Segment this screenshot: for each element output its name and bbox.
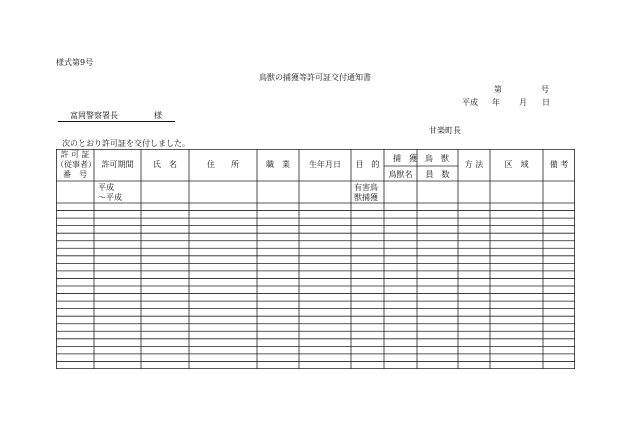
header-permit-no-line3: 番 号 (63, 170, 87, 179)
header-remarks: 備 考 (549, 160, 569, 169)
issue-number-suffix: 号 (541, 85, 549, 94)
purpose-line1: 有害鳥 (354, 183, 378, 192)
issue-number-prefix: 第 (494, 85, 502, 94)
header-birthdate: 生年月日 (309, 160, 341, 169)
header-permit-no-line2: （従事者） (56, 160, 96, 169)
header-capture-group: 捕 獲 鳥 獣 (393, 154, 449, 163)
date-month: 月 (519, 98, 527, 107)
header-period: 許可期間 (101, 160, 134, 169)
issuer-name: 甘楽町長 (429, 126, 461, 135)
purpose-line2: 獣捕獲 (354, 193, 378, 202)
date-era: 平成 (462, 98, 478, 107)
header-permit-no-line1: 許 可 証 (60, 150, 90, 159)
form-number: 様式第9号 (56, 58, 94, 67)
period-end: ～平成 (98, 193, 122, 202)
addressee-honorific: 様 (154, 111, 162, 120)
table-grid-lines (56, 149, 575, 369)
addressee-underline (58, 121, 175, 122)
header-count: 員 数 (425, 170, 450, 179)
addressee-name: 富岡警察署長 (70, 111, 118, 120)
header-area: 区 域 (504, 160, 529, 169)
period-start: 平成 (98, 183, 114, 192)
header-purpose: 目 的 (355, 160, 380, 169)
intro-text: 次のとおり許可証を交付しました。 (62, 139, 190, 148)
date-day: 日 (542, 98, 550, 107)
document-title: 鳥獣の捕獲等許可証交付通知書 (259, 73, 371, 82)
header-occupation: 職 業 (266, 160, 290, 169)
header-address: 住 所 (207, 160, 239, 169)
header-species: 鳥獣名 (388, 170, 413, 179)
header-name: 氏 名 (153, 160, 177, 169)
permit-table (56, 149, 575, 369)
date-year: 年 (492, 98, 500, 107)
header-method: 方 法 (464, 160, 484, 169)
